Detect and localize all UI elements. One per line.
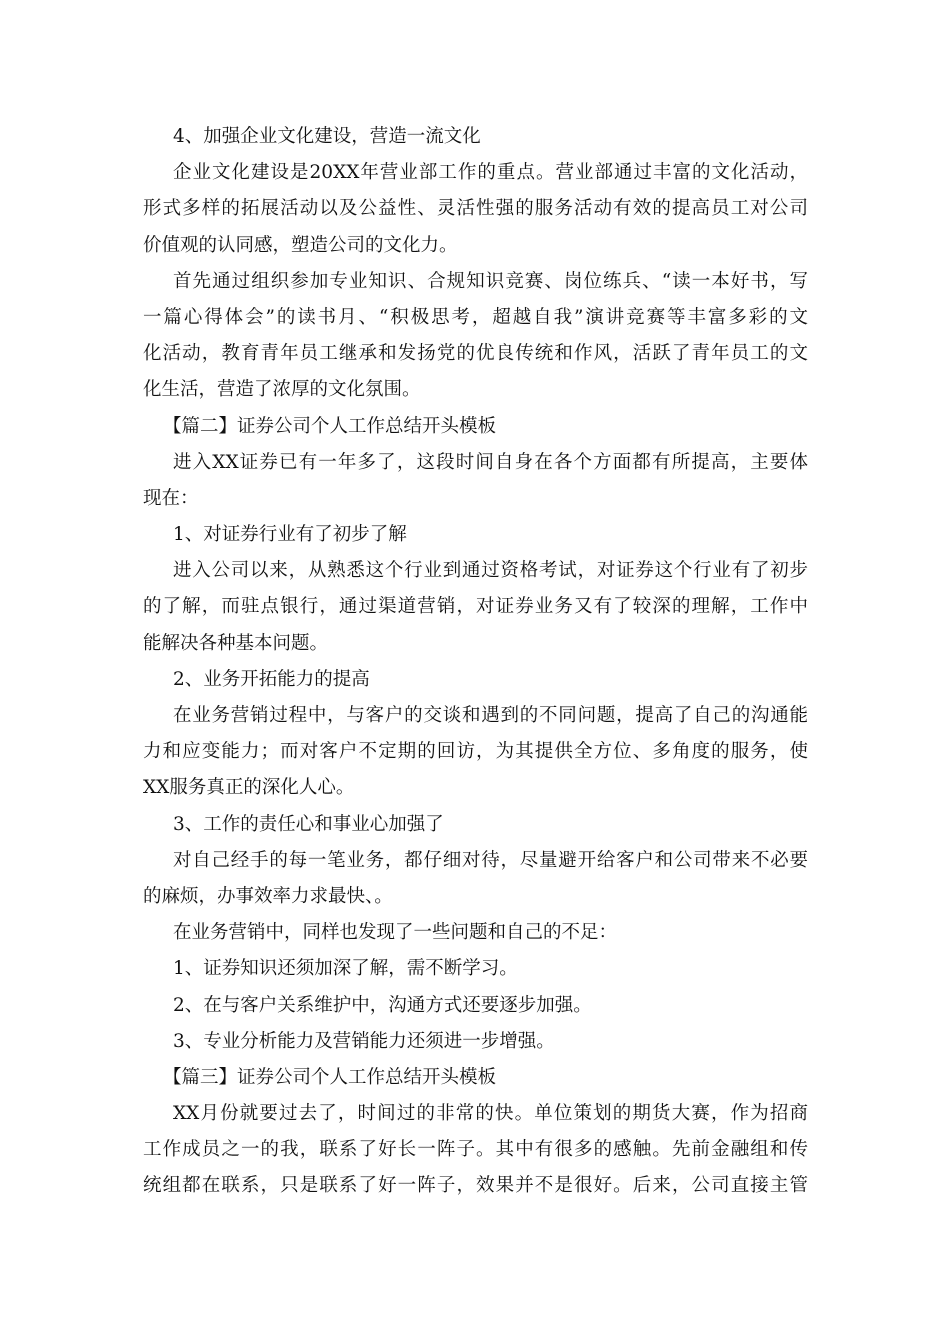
paragraph-line: 能解决各种基本问题。 (143, 632, 329, 654)
document-body (143, 119, 808, 1205)
paragraph-line: 对自己经手的每一笔业务，都仔细对待，尽量避开给客户和公司带来不必要 (173, 849, 808, 871)
paragraph-line: 2、在与客户关系维护中，沟通方式还要逐步加强。 (173, 994, 592, 1016)
paragraph-line: 的了解，而驻点银行，通过渠道营销，对证券业务又有了较深的理解，工作中 (143, 596, 808, 618)
paragraph-line: 3、工作的责任心和事业心加强了 (173, 813, 444, 835)
paragraph-line: 化活动，教育青年员工继承和发扬党的优良传统和作风，活跃了青年员工的文 (143, 343, 808, 365)
paragraph-line: 形式多样的拓展活动以及公益性、灵活性强的服务活动有效的提高员工对公司 (143, 198, 808, 220)
section-heading: 【篇二】证券公司个人工作总结开头模板 (163, 415, 497, 437)
paragraph-line: 1、对证券行业有了初步了解 (173, 524, 407, 546)
paragraph-line: XX服务真正的深化人心。 (143, 777, 355, 799)
paragraph-line: 的麻烦，办事效率力求最快、。 (143, 885, 393, 907)
paragraph-line: 2、业务开拓能力的提高 (173, 668, 370, 690)
paragraph-line: 进入XX证券已有一年多了，这段时间自身在各个方面都有所提高，主要体 (173, 451, 808, 473)
paragraph-line: 3、专业分析能力及营销能力还须进一步增强。 (173, 1030, 555, 1052)
paragraph-line: 首先通过组织参加专业知识、合规知识竞赛、岗位练兵、“读一本好书，写 (173, 270, 808, 292)
paragraph-line: 价值观的认同感，塑造公司的文化力。 (143, 234, 458, 256)
paragraph-line: 1、证券知识还须加深了解，需不断学习。 (173, 958, 518, 980)
paragraph-line: 进入公司以来，从熟悉这个行业到通过资格考试，对证券这个行业有了初步 (173, 560, 808, 582)
paragraph-line: 在业务营销中，同样也发现了一些问题和自己的不足： (173, 922, 618, 944)
paragraph-line: 在业务营销过程中，与客户的交谈和遇到的不同问题，提高了自己的沟通能 (173, 705, 808, 726)
paragraph-line: 工作成员之一的我，联系了好长一阵子。其中有很多的感触。先前金融组和传 (143, 1139, 808, 1161)
paragraph-line: 企业文化建设是20XX年营业部工作的重点。营业部通过丰富的文化活动， (173, 162, 808, 184)
paragraph-line: XX月份就要过去了，时间过的非常的快。单位策划的期货大赛，作为招商 (173, 1103, 808, 1125)
paragraph-line: 现在： (143, 487, 199, 509)
paragraph-line: 化生活，营造了浓厚的文化氛围。 (143, 379, 421, 401)
paragraph-line: 一篇心得体会”的读书月、“积极思考，超越自我”演讲竞赛等丰富多彩的文 (143, 306, 808, 328)
paragraph-line: 4、加强企业文化建设，营造一流文化 (173, 126, 481, 147)
section-heading: 【篇三】证券公司个人工作总结开头模板 (163, 1066, 497, 1088)
paragraph-line: 统组都在联系，只是联系了好一阵子，效果并不是很好。后来，公司直接主管 (143, 1175, 808, 1197)
paragraph-line: 力和应变能力；而对客户不定期的回访，为其提供全方位、多角度的服务，使 (143, 741, 808, 763)
